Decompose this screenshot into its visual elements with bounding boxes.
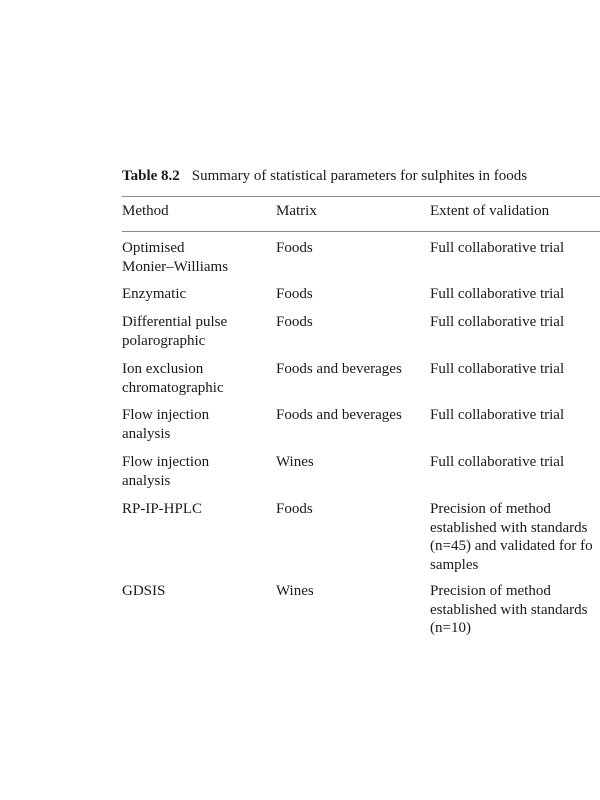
method-cell: Optimised Monier–Williams (122, 240, 229, 275)
table-number: Table 8.2 (122, 168, 180, 184)
header-method: Method (122, 203, 169, 219)
table-title: Summary of statistical parameters for sulphites in foods (191, 168, 528, 184)
validation-cell: Full collaborative trial (430, 286, 565, 302)
method-cell: Ion exclusion chromatographic (122, 361, 224, 396)
method-cell: Flow injection analysis (122, 407, 210, 442)
table-header-rule (122, 231, 600, 232)
validation-cell: Precision of method established with standards (n=10) (430, 583, 588, 636)
method-cell: Enzymatic (122, 286, 187, 302)
validation-cell: Full collaborative trial (430, 361, 565, 377)
method-cell: RP-IP-HPLC (122, 501, 203, 517)
validation-cell: Full collaborative trial (430, 240, 565, 256)
validation-cell: Full collaborative trial (430, 454, 565, 470)
header-extent-of-validation: Extent of validation (430, 203, 550, 219)
matrix-cell: Foods (276, 286, 313, 302)
validation-cell: Full collaborative trial (430, 314, 565, 330)
matrix-cell: Foods (276, 314, 313, 330)
table-top-rule (122, 196, 600, 197)
matrix-cell: Foods (276, 240, 313, 256)
validation-cell: Full collaborative trial (430, 407, 565, 423)
matrix-cell: Wines (276, 454, 314, 470)
matrix-cell: Wines (276, 583, 314, 599)
method-cell: Flow injection analysis (122, 454, 210, 489)
matrix-cell: Foods and beverages (276, 361, 402, 377)
matrix-cell: Foods and beverages (276, 407, 402, 423)
header-matrix: Matrix (276, 203, 317, 219)
matrix-cell: Foods (276, 501, 313, 517)
validation-cell: Precision of method established with standards (n=45) and validated for fo samples (430, 501, 593, 573)
table-caption (122, 168, 527, 185)
method-cell: GDSIS (122, 583, 166, 599)
method-cell: Differential pulse polarographic (122, 314, 228, 349)
